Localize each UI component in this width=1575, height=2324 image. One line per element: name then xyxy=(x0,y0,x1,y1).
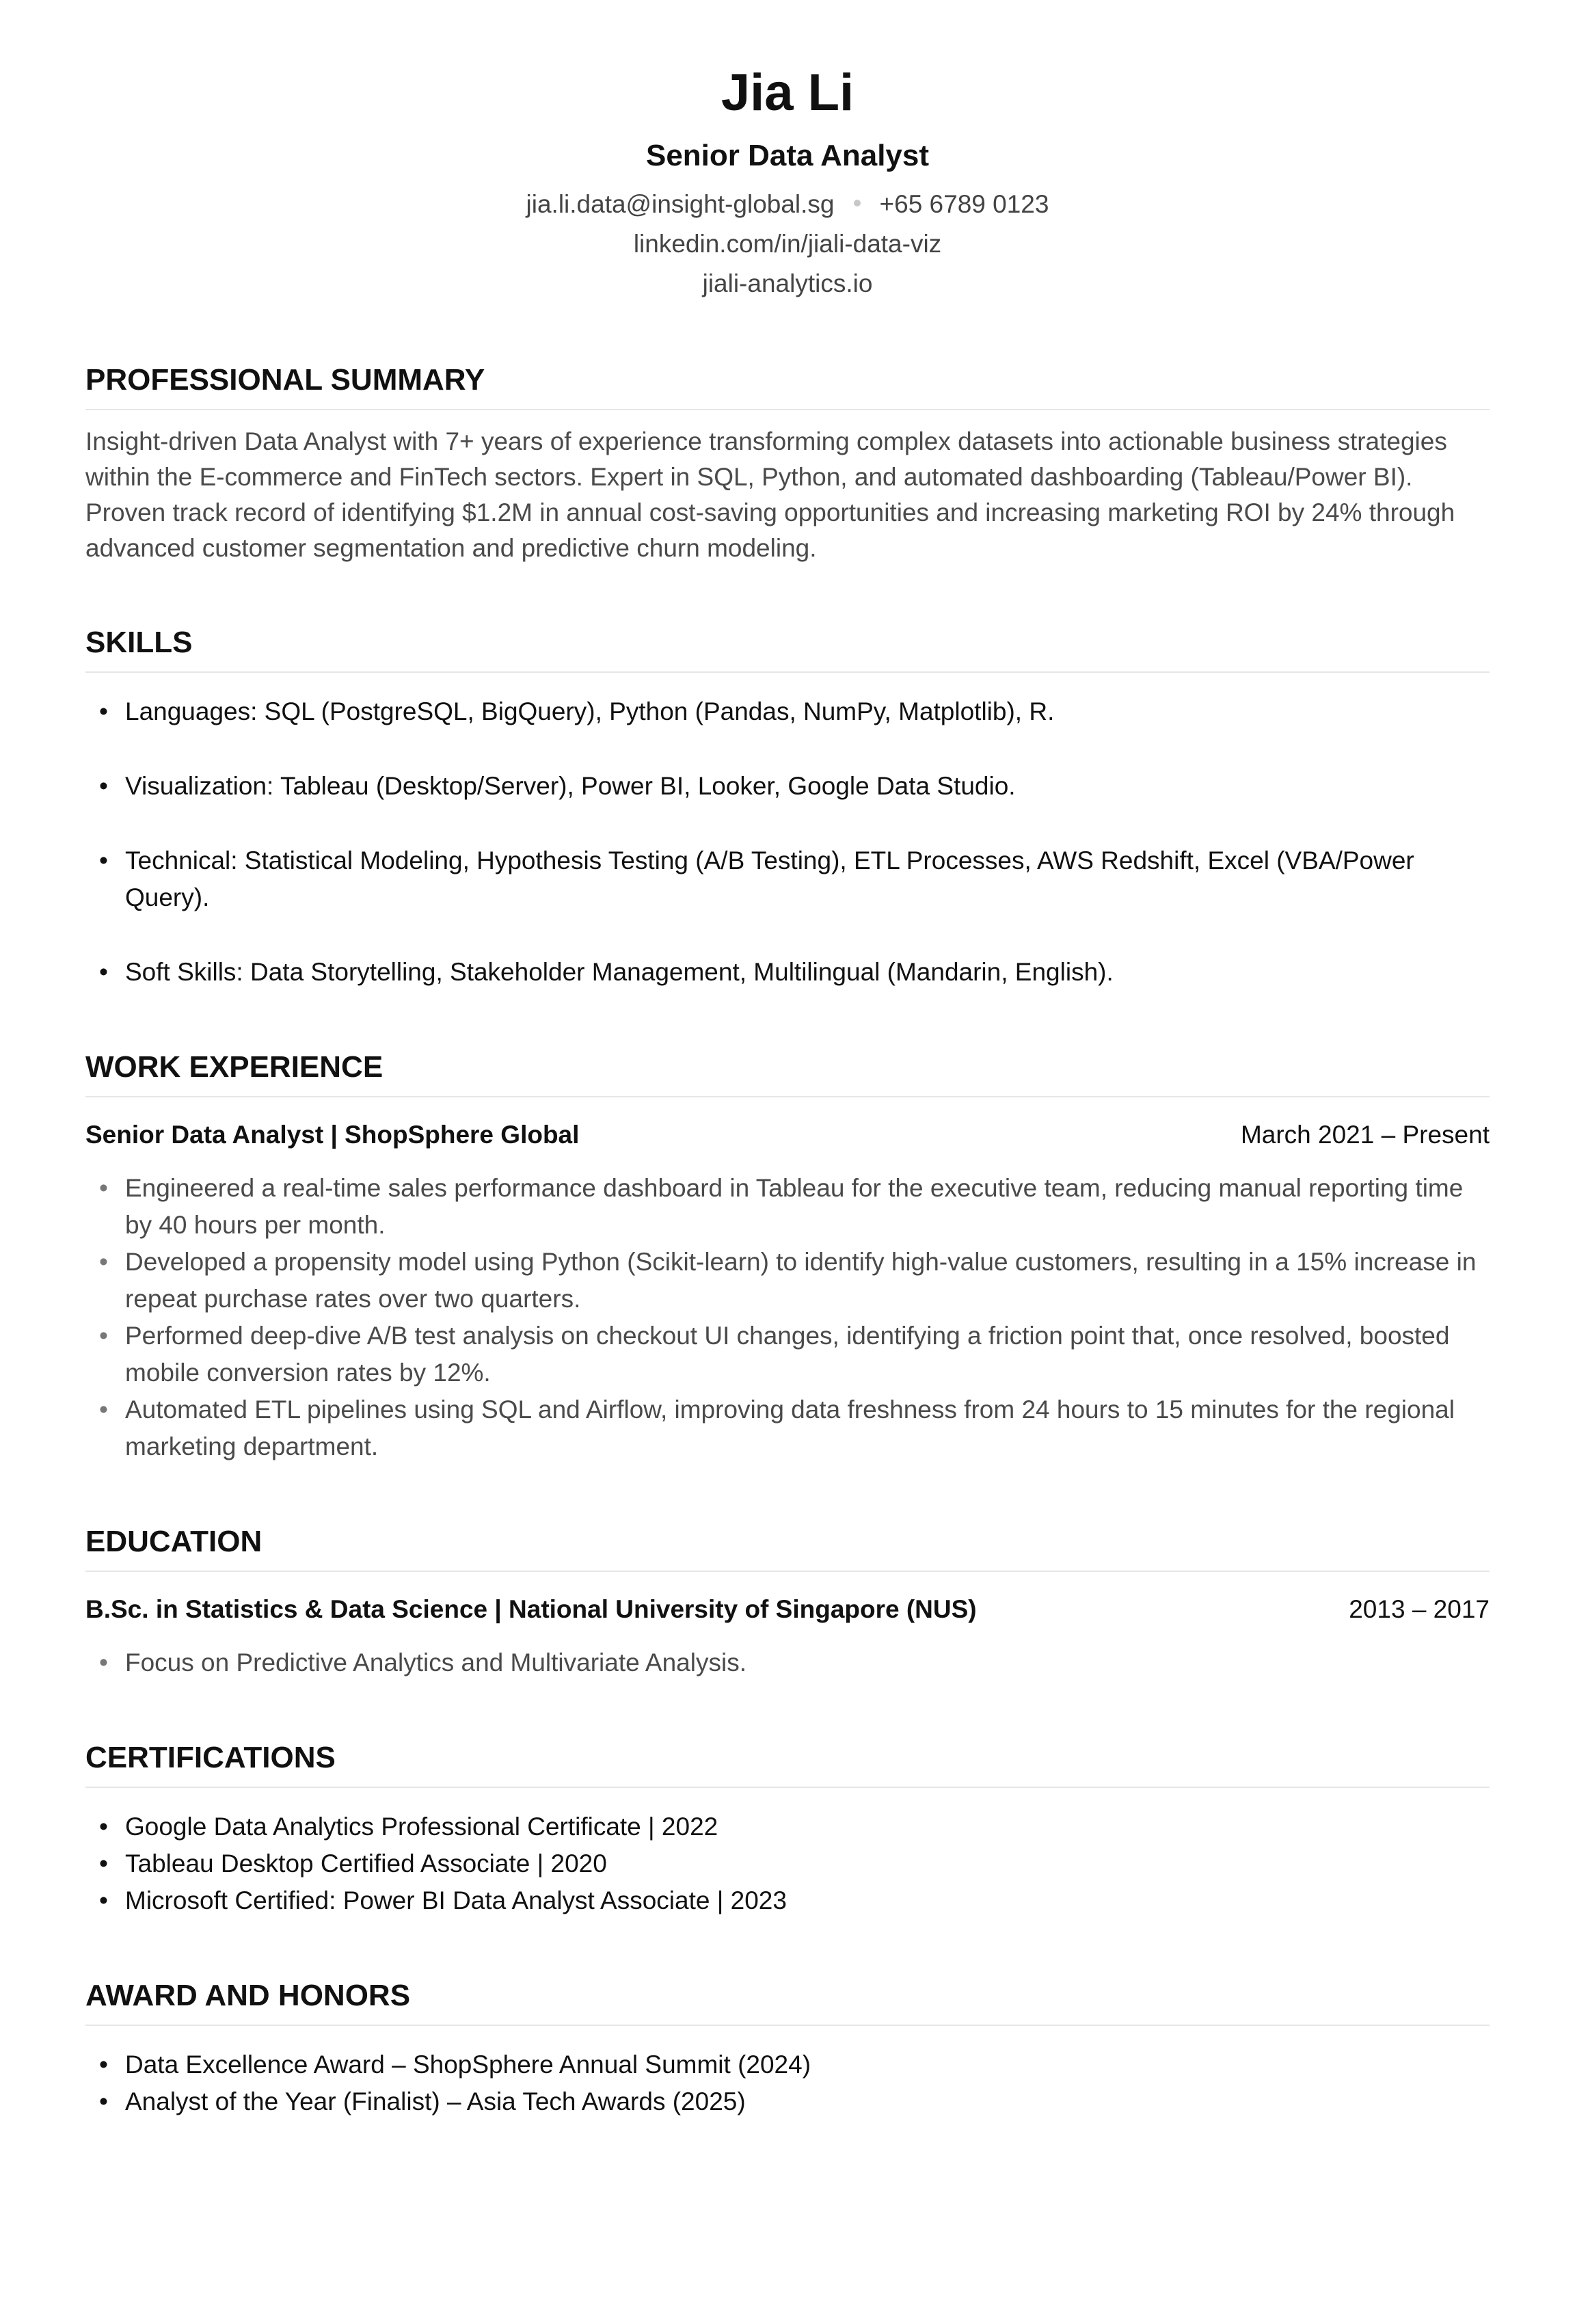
list-item: • Automated ETL pipelines using SQL and Airflow, improving data freshness from 24 hours to 15 minutes for the regional marketing department. xyxy=(85,1391,1490,1465)
section-heading-awards: AWARD AND HONORS xyxy=(85,1977,1490,2026)
awards-list xyxy=(85,2046,1490,2120)
candidate-title: Senior Data Analyst xyxy=(645,139,930,172)
list-item: • Soft Skills: Data Storytelling, Stakeholder Management, Multilingual (Mandarin, English). xyxy=(85,954,1490,991)
contact-line-primary xyxy=(85,185,1490,224)
skills-section xyxy=(85,624,1490,991)
job-role: Senior Data Analyst | ShopSphere Global xyxy=(85,1121,580,1149)
website-link[interactable]: jiali-analytics.io xyxy=(702,269,873,297)
list-item: • Visualization: Tableau (Desktop/Server), Power BI, Looker, Google Data Studio. xyxy=(85,768,1490,805)
education-details-list xyxy=(85,1644,1490,1681)
experience-section xyxy=(85,1048,1490,1465)
job-duties-list xyxy=(85,1170,1490,1465)
contact-info xyxy=(85,185,1490,304)
list-item: • Engineered a real-time sales performance dashboard in Tableau for the executive team, reducing manual reporting time by 40 hours per month. xyxy=(85,1170,1490,1244)
education-section xyxy=(85,1523,1490,1681)
job-dates: March 2021 – Present xyxy=(1240,1121,1490,1149)
separator-dot-icon xyxy=(854,200,861,206)
section-heading-skills: SKILLS xyxy=(85,624,1490,673)
education-header xyxy=(85,1591,1490,1628)
list-item: • Microsoft Certified: Power BI Data Analyst Associate | 2023 xyxy=(85,1882,1490,1919)
list-item: • Google Data Analytics Professional Certificate | 2022 xyxy=(85,1808,1490,1845)
degree: B.Sc. in Statistics & Data Science | National University of Singapore (NUS) xyxy=(85,1595,977,1623)
job-header xyxy=(85,1117,1490,1153)
awards-section xyxy=(85,1977,1490,2120)
summary-text: Insight-driven Data Analyst with 7+ years of experience transforming complex datasets into actionable business strategies within the E-commerce and FinTech sectors. Expert in SQL, Python, and automated dashboarding (Tableau/Power BI). Proven track record of identifying $1.2M in annual cost-saving opportunities and increasing marketing ROI by 24% through advanced customer segmentation and predictive churn modeling. xyxy=(85,427,1455,562)
summary-section xyxy=(85,361,1490,566)
list-item: • Data Excellence Award – ShopSphere Annual Summit (2024) xyxy=(85,2046,1490,2083)
section-heading-certifications: CERTIFICATIONS xyxy=(85,1739,1490,1788)
list-item: • Tableau Desktop Certified Associate | 2020 xyxy=(85,1845,1490,1882)
list-item: • Languages: SQL (PostgreSQL, BigQuery), Python (Pandas, NumPy, Matplotlib), R. xyxy=(85,693,1490,730)
list-item: • Developed a propensity model using Python (Scikit-learn) to identify high-value customers, resulting in a 15% increase in repeat purchase rates over two quarters. xyxy=(85,1244,1490,1318)
candidate-name: Jia Li xyxy=(721,64,854,122)
list-item: • Technical: Statistical Modeling, Hypothesis Testing (A/B Testing), ETL Processes, AWS Redshift, Excel (VBA/Power Query). xyxy=(85,842,1490,916)
section-heading-experience: WORK EXPERIENCE xyxy=(85,1048,1490,1097)
certifications-list xyxy=(85,1808,1490,1919)
email-link[interactable]: jia.li.data@insight-global.sg xyxy=(526,190,835,218)
list-item: • Analyst of the Year (Finalist) – Asia Tech Awards (2025) xyxy=(85,2083,1490,2120)
section-heading-summary: PROFESSIONAL SUMMARY xyxy=(85,361,1490,410)
linkedin-link[interactable]: linkedin.com/in/jiali-data-viz xyxy=(633,230,942,258)
resume-header xyxy=(85,0,1490,304)
education-dates: 2013 – 2017 xyxy=(1349,1595,1490,1623)
list-item: • Focus on Predictive Analytics and Multivariate Analysis. xyxy=(85,1644,1490,1681)
list-item: • Performed deep-dive A/B test analysis on checkout UI changes, identifying a friction point that, once resolved, boosted mobile conversion rates by 12%. xyxy=(85,1318,1490,1391)
section-heading-education: EDUCATION xyxy=(85,1523,1490,1572)
skills-list xyxy=(85,693,1490,991)
certifications-section xyxy=(85,1739,1490,1919)
phone-number[interactable]: +65 6789 0123 xyxy=(879,190,1049,218)
